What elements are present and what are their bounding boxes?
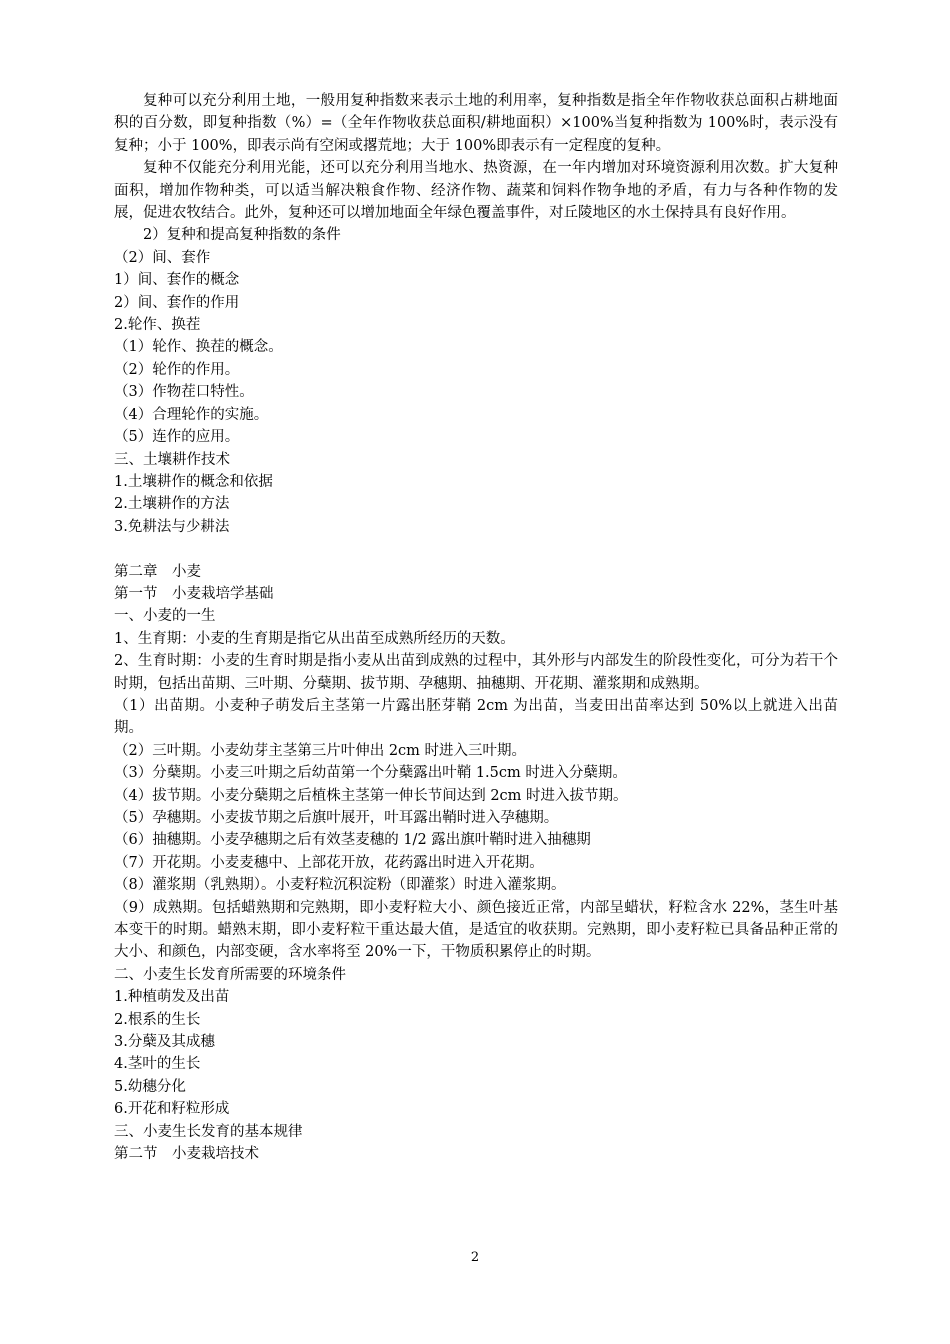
- stage-item: （7）开花期。小麦麦穗中、上部花开放，花药露出时进入开花期。: [114, 854, 544, 871]
- list-item: 3.免耕法与少耕法: [114, 518, 230, 535]
- section-title: 第二节 小麦栽培技术: [114, 1146, 259, 1163]
- list-item: （5）连作的应用。: [114, 429, 240, 446]
- subsection-title: 一、小麦的一生: [114, 608, 216, 625]
- list-item: 2）间、套作的作用: [114, 294, 240, 311]
- subsection-title: 三、小麦生长发育的基本规律: [114, 1123, 303, 1140]
- list-item: 1）间、套作的概念: [114, 272, 240, 289]
- subsection-title: 二、小麦生长发育所需要的环境条件: [114, 966, 346, 983]
- paragraph-multiple-cropping-benefits: 复种不仅能充分利用光能，还可以充分利用当地水、热资源，在一年内增加对环境资源利用次数。扩大复种面积，增加作物种类，可以适当解决粮食作物、经济作物、蔬菜和饲料作物争地的矛盾，有力与各种作物的发展，促进农牧结合。此外，复种还可以增加地面全年绿色覆盖事件，对丘陵地区的水土保持具有良好作用。: [114, 160, 838, 222]
- stage-item: （4）拔节期。小麦分蘖期之后植株主茎第一伸长节间达到 2cm 时进入拔节期。: [114, 787, 628, 804]
- list-item: 6.开花和籽粒形成: [114, 1101, 230, 1118]
- document-page: [114, 90, 838, 1165]
- blank-line: [114, 538, 838, 560]
- stage-item: （2）三叶期。小麦幼芽主茎第三片叶伸出 2cm 时进入三叶期。: [114, 742, 527, 759]
- list-item: （4）合理轮作的实施。: [114, 406, 269, 423]
- list-item: 2.根系的生长: [114, 1011, 201, 1028]
- list-item: 2.轮作、换茬: [114, 317, 201, 334]
- list-item: （2）轮作的作用。: [114, 361, 240, 378]
- heading-multiple-cropping-conditions: 2）复种和提高复种指数的条件: [143, 227, 341, 244]
- section-heading-soil-tillage: 三、土壤耕作技术: [114, 451, 230, 468]
- chapter-title: 第二章 小麦: [114, 563, 201, 580]
- stage-item: （6）抽穗期。小麦孕穗期之后有效茎麦穗的 1/2 露出旗叶鞘时进入抽穗期: [114, 832, 591, 849]
- list-item: （3）作物茬口特性。: [114, 384, 254, 401]
- list-item: 3.分蘖及其成穗: [114, 1034, 215, 1051]
- stage-item: （9）成熟期。包括蜡熟期和完熟期，即小麦籽粒大小、颜色接近正常，内部呈蜡状，籽粒含水 22%，茎生叶基本变干的时期。蜡熟末期，即小麦籽粒干重达最大值，是适宜的收获期。完熟期，即小麦籽粒已具备品种正常的大小、和颜色，内部变硬，含水率将至 20%一下，干物质积累停止的时期。: [114, 899, 838, 961]
- page-number: 2: [470, 1250, 480, 1265]
- section-title: 第一节 小麦栽培学基础: [114, 585, 274, 602]
- list-item: （1）轮作、换茬的概念。: [114, 339, 283, 356]
- paragraph-growth-stages: 2、生育时期：小麦的生育时期是指小麦从出苗到成熟的过程中，其外形与内部发生的阶段性变化，可分为若干个时期，包括出苗期、三叶期、分蘖期、拔节期、孕穗期、抽穗期、开花期、灌浆期和成熟期。: [114, 653, 838, 692]
- paragraph-multiple-cropping-index: 复种可以充分利用土地，一般用复种指数来表示土地的利用率，复种指数是指全年作物收获总面积占耕地面积的百分数，即复种指数（%）=（全年作物收获总面积/耕地面积）×100%当复种指数为 100%时，表示没有复种；小于 100%，即表示尚有空闲或撂荒地；大于 100%即表示有一定程度的复种。: [114, 93, 838, 154]
- list-item: （2）间、套作: [114, 249, 211, 266]
- paragraph-growth-period: 1、生育期：小麦的生育期是指它从出苗至成熟所经历的天数。: [114, 630, 515, 647]
- list-item: 1.种植萌发及出苗: [114, 989, 230, 1006]
- list-item: 2.土壤耕作的方法: [114, 496, 230, 513]
- stage-item: （8）灌浆期（乳熟期）。小麦籽粒沉积淀粉（即灌浆）时进入灌浆期。: [114, 877, 566, 894]
- list-item: 4.茎叶的生长: [114, 1056, 201, 1073]
- stage-item: （3）分蘖期。小麦三叶期之后幼苗第一个分蘖露出叶鞘 1.5cm 时进入分蘖期。: [114, 765, 627, 782]
- stage-item: （1）出苗期。小麦种子萌发后主茎第一片露出胚芽鞘 2cm 为出苗，当麦田出苗率达到 50%以上就进入出苗期。: [114, 697, 838, 737]
- list-item: 1.土壤耕作的概念和依据: [114, 473, 273, 490]
- stage-item: （5）孕穗期。小麦拔节期之后旗叶展开，叶耳露出鞘时进入孕穗期。: [114, 809, 559, 826]
- list-item: 5.幼穗分化: [114, 1078, 186, 1095]
